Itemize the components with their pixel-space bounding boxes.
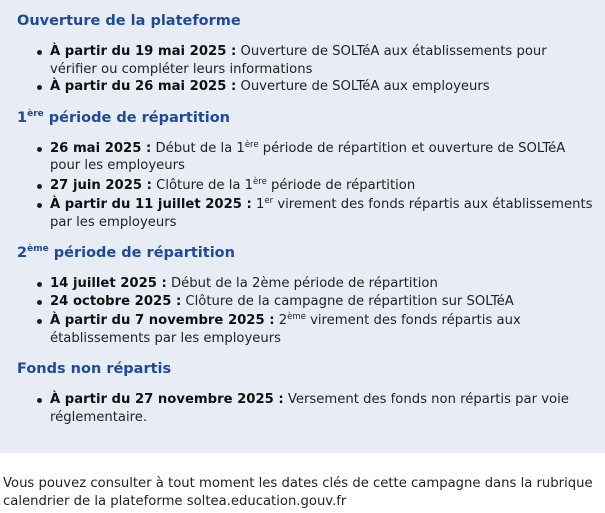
list-item: À partir du 11 juillet 2025 : 1er virement des fonds répartis aux établissements par les employeurs	[50, 196, 595, 231]
second-period-list	[17, 275, 595, 347]
bullet-icon	[37, 282, 42, 287]
first-period-list	[17, 140, 595, 232]
bullet-icon	[37, 184, 42, 189]
section-title-first-period: 1ère période de répartition	[17, 108, 231, 126]
unallocated-funds-list	[17, 391, 595, 426]
section-title-second-period: 2ème période de répartition	[17, 244, 235, 261]
bullet-icon	[37, 85, 42, 90]
bullet-icon	[37, 147, 42, 152]
list-item: 14 juillet 2025 : Début de la 2ème période de répartition	[50, 275, 595, 293]
bullet-icon	[37, 319, 42, 324]
footer-note: Vous pouvez consulter à tout moment les dates clés de cette campagne dans la rubrique calendrier de la plateforme soltea.education.gouv.fr	[3, 476, 593, 509]
section-title-unallocated-funds: Fonds non répartis	[17, 361, 172, 377]
section-title-opening: Ouverture de la plateforme	[17, 13, 241, 29]
list-item: À partir du 27 novembre 2025 : Versement des fonds non répartis par voie réglementaire.	[50, 391, 595, 426]
list-item: 27 juin 2025 : Clôture de la 1ère période de répartition	[50, 177, 595, 195]
list-item: À partir du 19 mai 2025 : Ouverture de SOLTéA aux établissements pour vérifier ou compléter leurs informations	[50, 43, 595, 78]
list-item: 24 octobre 2025 : Clôture de la campagne de répartition sur SOLTéA	[50, 293, 595, 311]
bullet-icon	[37, 300, 42, 305]
list-item: À partir du 7 novembre 2025 : 2ème virement des fonds répartis aux établissements par les employeurs	[50, 312, 595, 347]
bullet-icon	[37, 398, 42, 403]
list-item: 26 mai 2025 : Début de la 1ère période de répartition et ouverture de SOLTéA pour les employeurs	[50, 140, 595, 175]
list-item: À partir du 26 mai 2025 : Ouverture de SOLTéA aux employeurs	[50, 78, 595, 96]
opening-list	[17, 43, 595, 96]
bullet-icon	[37, 203, 42, 208]
bullet-icon	[37, 50, 42, 55]
